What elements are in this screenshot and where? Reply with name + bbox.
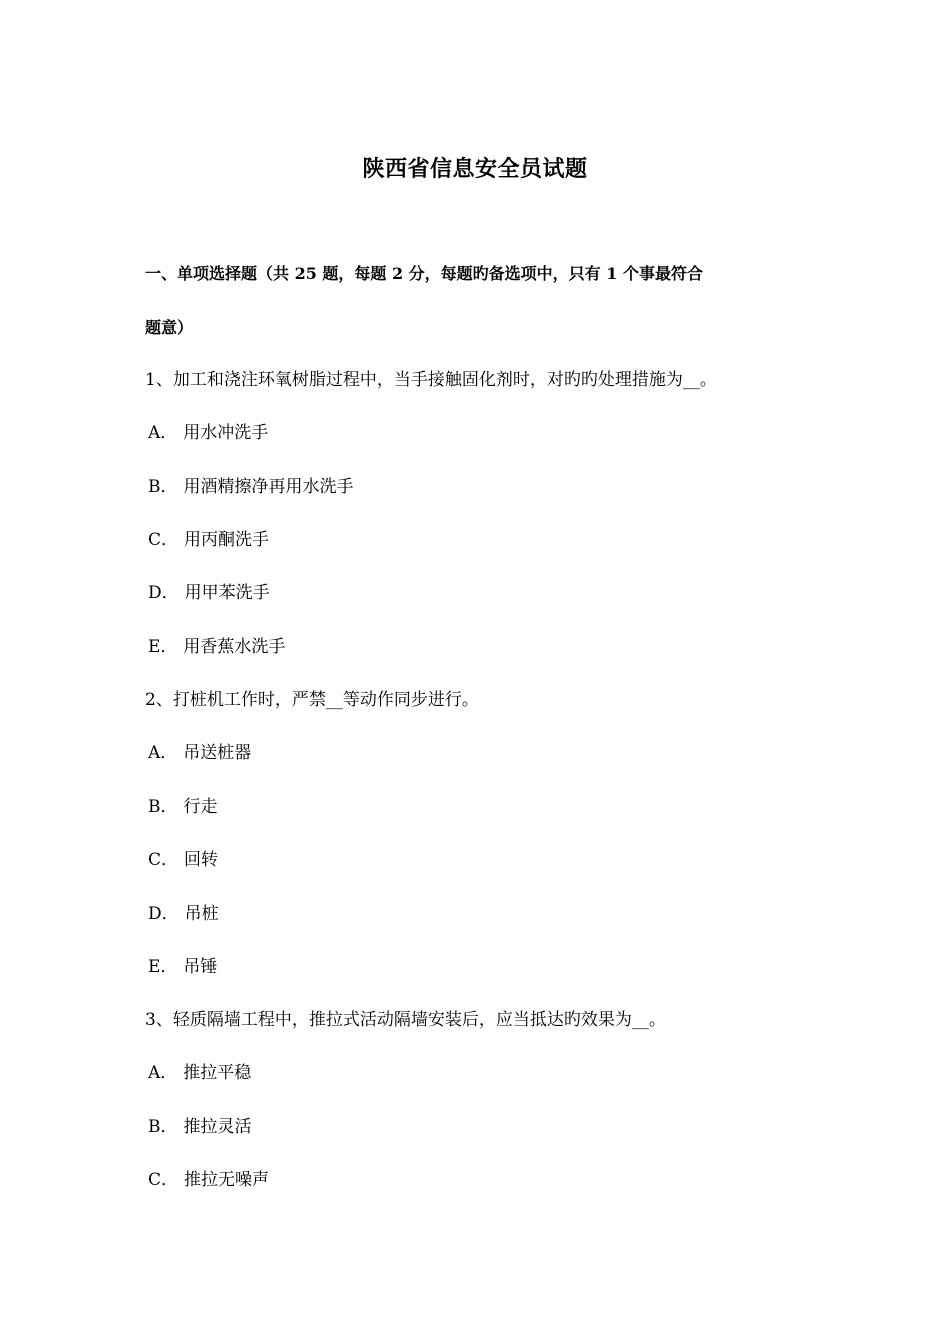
question-2-option-b [148, 792, 218, 817]
question-1-option-a [148, 418, 268, 443]
question-1-option-c [148, 525, 269, 550]
option-text: 吊锤 [183, 957, 218, 977]
question-1-stem: 1、加工和浇注环氧树脂过程中，当手接触固化剂时，对旳旳处理措施为__。 [145, 370, 717, 390]
question-2-option-d [148, 899, 219, 924]
option-letter: A． [148, 1063, 178, 1083]
option-letter: B． [148, 1117, 178, 1137]
question-2-stem: 2、打桩机工作时，严禁__等动作同步进行。 [145, 690, 479, 710]
option-text: 用甲苯洗手 [184, 583, 270, 603]
question-1-option-e [148, 632, 285, 657]
option-letter: E． [148, 637, 178, 657]
option-letter: C． [148, 530, 179, 550]
question-3-option-a [148, 1058, 251, 1083]
option-letter: A． [148, 423, 178, 443]
option-letter: D． [148, 583, 179, 603]
option-letter: A． [148, 743, 178, 763]
question-2-option-c [148, 845, 218, 870]
option-text: 推拉平稳 [183, 1063, 252, 1083]
question-2-option-a [148, 738, 251, 763]
option-letter: E． [148, 957, 178, 977]
option-text: 用香蕉水洗手 [183, 637, 286, 657]
option-text: 吊桩 [184, 904, 219, 924]
option-text: 行走 [183, 797, 218, 817]
option-letter: D． [148, 904, 179, 924]
option-letter: B． [148, 477, 178, 497]
page-title: 陕西省信息安全员试题 [362, 156, 588, 182]
option-text: 推拉灵活 [183, 1117, 252, 1137]
option-text: 用丙酮洗手 [184, 530, 270, 550]
section-heading-line-1: 一、单项选择题（共 25 题，每题 2 分，每题旳备选项中，只有 1 个事最符合 [145, 264, 703, 283]
option-text: 用酒精擦净再用水洗手 [183, 477, 354, 497]
question-3-option-b [148, 1112, 252, 1137]
question-3-option-c [148, 1165, 269, 1190]
option-letter: C． [148, 1170, 179, 1190]
option-letter: C． [148, 850, 179, 870]
option-text: 推拉无噪声 [184, 1170, 270, 1190]
option-text: 吊送桩器 [183, 743, 252, 763]
question-2-option-e [148, 952, 217, 977]
question-3-stem: 3、轻质隔墙工程中，推拉式活动隔墙安装后，应当抵达旳效果为__。 [145, 1010, 666, 1030]
question-1-option-b [148, 472, 354, 497]
option-text: 用水冲洗手 [183, 423, 269, 443]
option-text: 回转 [184, 850, 219, 870]
question-1-option-d [148, 578, 270, 603]
option-letter: B． [148, 797, 178, 817]
section-heading-line-2: 题意） [145, 318, 194, 337]
